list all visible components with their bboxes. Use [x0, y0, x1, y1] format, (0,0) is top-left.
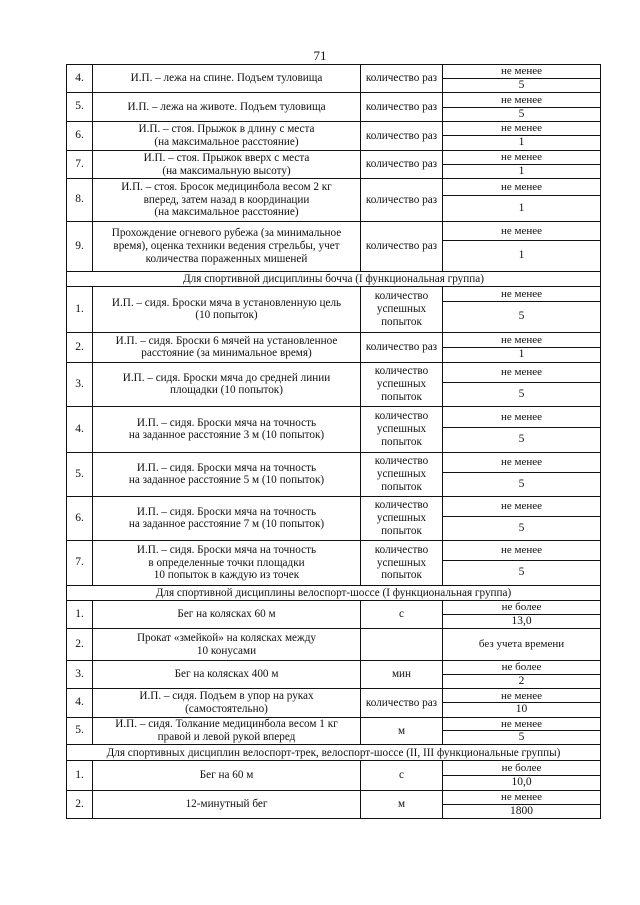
table-row [67, 286, 601, 301]
condition-cell: без учета времени [443, 629, 601, 661]
value-cell: 10 [443, 703, 601, 717]
row-number: 1. [67, 286, 93, 332]
unit-cell: с [361, 761, 443, 790]
unit-cell: количество успешных попыток [361, 452, 443, 496]
row-number: 2. [67, 629, 93, 661]
section-header-row [67, 745, 601, 761]
condition-cell: не более [443, 600, 601, 614]
exercise-cell: И.П. – сидя. Броски мяча в установленную цель (10 попыток) [93, 286, 361, 332]
value-cell: 1 [443, 164, 601, 178]
unit-cell: м [361, 717, 443, 745]
condition-cell: не менее [443, 332, 601, 347]
section-title: Для спортивной дисциплины бочча (I функциональная группа) [67, 271, 601, 286]
section-header-row [67, 585, 601, 600]
row-number: 7. [67, 540, 93, 585]
condition-cell: не менее [443, 178, 601, 195]
row-number: 3. [67, 661, 93, 689]
row-number: 5. [67, 452, 93, 496]
table-row [67, 629, 601, 661]
exercise-cell: И.П. – сидя. Броски мяча на точность на заданное расстояние 5 м (10 попыток) [93, 452, 361, 496]
table-row [67, 661, 601, 675]
value-cell: 1 [443, 195, 601, 221]
table-row [67, 332, 601, 347]
exercise-cell: И.П. – сидя. Подъем в упор на руках (самостоятельно) [93, 689, 361, 717]
unit-cell: количество успешных попыток [361, 406, 443, 452]
exercise-cell: Бег на колясках 60 м [93, 600, 361, 628]
condition-cell: не менее [443, 286, 601, 301]
row-number: 4. [67, 65, 93, 93]
exercise-cell: И.П. – сидя. Броски 6 мячей на установленное расстояние (за минимальное время) [93, 332, 361, 362]
condition-cell: не более [443, 661, 601, 675]
unit-cell: количество раз [361, 178, 443, 221]
value-cell: 5 [443, 427, 601, 452]
table-row [67, 92, 601, 107]
condition-cell: не менее [443, 540, 601, 560]
row-number: 2. [67, 332, 93, 362]
exercise-cell: И.П. – сидя. Броски мяча до средней линии площадки (10 попыток) [93, 362, 361, 406]
unit-cell: количество раз [361, 92, 443, 121]
condition-cell: не менее [443, 122, 601, 136]
table-row [67, 689, 601, 703]
value-cell: 2 [443, 675, 601, 689]
row-number: 4. [67, 689, 93, 717]
value-cell: 5 [443, 472, 601, 496]
exercise-cell: Прокат «змейкой» на колясках между 10 конусами [93, 629, 361, 661]
norms-table-body [67, 65, 601, 819]
value-cell: 5 [443, 107, 601, 121]
condition-cell: не менее [443, 717, 601, 731]
row-number: 4. [67, 406, 93, 452]
unit-cell: количество раз [361, 221, 443, 271]
exercise-cell: 12-минутный бег [93, 790, 361, 818]
unit-cell: количество успешных попыток [361, 496, 443, 540]
exercise-cell: И.П. – сидя. Толкание медицинбола весом 1 кг правой и левой рукой вперед [93, 717, 361, 745]
unit-cell: с [361, 600, 443, 628]
condition-cell: не менее [443, 65, 601, 79]
section-title: Для спортивной дисциплины велоспорт-шоссе (I функциональная группа) [67, 585, 601, 600]
value-cell: 5 [443, 516, 601, 540]
page-number: 71 [313, 48, 327, 63]
row-number: 3. [67, 362, 93, 406]
exercise-cell: И.П. – стоя. Прыжок в длину с места (на максимальное расстояние) [93, 122, 361, 151]
unit-cell: количество раз [361, 151, 443, 179]
norms-table [66, 64, 601, 819]
unit-cell: количество успешных попыток [361, 540, 443, 585]
value-cell: 5 [443, 731, 601, 745]
table-row [67, 406, 601, 427]
value-cell: 5 [443, 382, 601, 406]
condition-cell: не менее [443, 362, 601, 382]
table-row [67, 761, 601, 776]
exercise-cell: И.П. – сидя. Броски мяча на точность в определенные точки площадки 10 попыток в каждую из точек [93, 540, 361, 585]
row-number: 5. [67, 717, 93, 745]
row-number: 1. [67, 761, 93, 790]
unit-cell: м [361, 790, 443, 818]
exercise-cell: Бег на 60 м [93, 761, 361, 790]
value-cell: 1 [443, 136, 601, 151]
condition-cell: не менее [443, 221, 601, 240]
unit-cell [361, 629, 443, 661]
row-number: 5. [67, 92, 93, 121]
table-row [67, 790, 601, 804]
exercise-cell: И.П. – лежа на спине. Подъем туловища [93, 65, 361, 93]
exercise-cell: И.П. – сидя. Броски мяча на точность на заданное расстояние 7 м (10 попыток) [93, 496, 361, 540]
table-row [67, 496, 601, 516]
section-header-row [67, 271, 601, 286]
row-number: 2. [67, 790, 93, 818]
exercise-cell: И.П. – стоя. Бросок медицинбола весом 2 кг вперед, затем назад в координации (на максимальное расстояние) [93, 178, 361, 221]
table-row [67, 151, 601, 165]
value-cell: 1 [443, 347, 601, 362]
row-number: 7. [67, 151, 93, 179]
value-cell: 10,0 [443, 776, 601, 790]
unit-cell: количество раз [361, 332, 443, 362]
section-title: Для спортивных дисциплин велоспорт-трек, велоспорт-шоссе (II, III функциональные группы) [67, 745, 601, 761]
condition-cell: не менее [443, 496, 601, 516]
row-number: 6. [67, 496, 93, 540]
condition-cell: не менее [443, 790, 601, 804]
value-cell: 5 [443, 560, 601, 585]
row-number: 6. [67, 122, 93, 151]
table-row [67, 65, 601, 79]
condition-cell: не менее [443, 452, 601, 472]
unit-cell: количество раз [361, 65, 443, 93]
table-row [67, 178, 601, 195]
unit-cell: количество успешных попыток [361, 362, 443, 406]
row-number: 1. [67, 600, 93, 628]
condition-cell: не менее [443, 151, 601, 165]
table-row [67, 452, 601, 472]
table-row [67, 221, 601, 240]
value-cell: 1 [443, 240, 601, 271]
exercise-cell: И.П. – стоя. Прыжок вверх с места (на максимальную высоту) [93, 151, 361, 179]
table-row [67, 540, 601, 560]
row-number: 9. [67, 221, 93, 271]
exercise-cell: И.П. – сидя. Броски мяча на точность на заданное расстояние 3 м (10 попыток) [93, 406, 361, 452]
table-row [67, 600, 601, 614]
condition-cell: не более [443, 761, 601, 776]
condition-cell: не менее [443, 406, 601, 427]
unit-cell: количество раз [361, 122, 443, 151]
value-cell: 1800 [443, 804, 601, 818]
unit-cell: мин [361, 661, 443, 689]
condition-cell: не менее [443, 689, 601, 703]
table-row [67, 717, 601, 731]
value-cell: 5 [443, 301, 601, 332]
table-row [67, 122, 601, 136]
table-row [67, 362, 601, 382]
row-number: 8. [67, 178, 93, 221]
value-cell: 5 [443, 78, 601, 92]
exercise-cell: Прохождение огневого рубежа (за минимальное время), оценка техники ведения стрельбы, учет количества пораженных мишеней [93, 221, 361, 271]
unit-cell: количество раз [361, 689, 443, 717]
value-cell: 13,0 [443, 614, 601, 628]
unit-cell: количество успешных попыток [361, 286, 443, 332]
exercise-cell: Бег на колясках 400 м [93, 661, 361, 689]
exercise-cell: И.П. – лежа на животе. Подъем туловища [93, 92, 361, 121]
condition-cell: не менее [443, 92, 601, 107]
